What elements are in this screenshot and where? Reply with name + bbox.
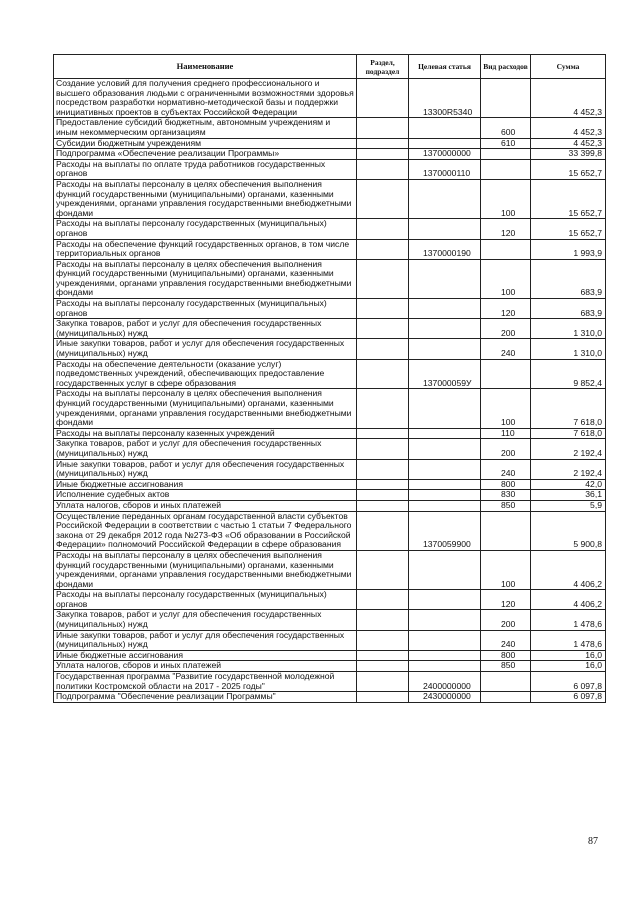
row-target-cell: 1370000190 xyxy=(409,239,481,259)
row-name-cell: Иные закупки товаров, работ и услуг для обеспечения государственных (муниципальных) нужд xyxy=(54,339,357,359)
table-row xyxy=(54,299,606,319)
row-name-cell: Подпрограмма "Обеспечение реализации Программы" xyxy=(54,692,357,703)
row-target-cell: 2430000000 xyxy=(409,692,481,703)
table-header xyxy=(54,55,606,79)
row-sum-cell: 7 618,0 xyxy=(531,428,606,439)
row-name-cell: Расходы на обеспечение функций государственных органов, в том числе территориальных органов xyxy=(54,239,357,259)
table-row xyxy=(54,339,606,359)
row-name-cell: Расходы на выплаты персоналу в целях обеспечения выполнения функций государственными (муниципальными) органами, казенными учреждениями, органами управления государственными внебюджетными фондами xyxy=(54,259,357,298)
row-target-cell xyxy=(409,459,481,479)
row-expense-type-cell: 100 xyxy=(481,259,531,298)
row-section-cell xyxy=(357,118,409,138)
row-sum-cell: 4 452,3 xyxy=(531,118,606,138)
row-expense-type-cell: 100 xyxy=(481,179,531,218)
table-row xyxy=(54,630,606,650)
row-expense-type-cell: 600 xyxy=(481,118,531,138)
table-row xyxy=(54,319,606,339)
row-sum-cell: 16,0 xyxy=(531,650,606,661)
row-name-cell: Подпрограмма «Обеспечение реализации Программы» xyxy=(54,149,357,160)
row-sum-cell: 1 478,6 xyxy=(531,630,606,650)
row-target-cell xyxy=(409,428,481,439)
row-name-cell: Уплата налогов, сборов и иных платежей xyxy=(54,500,357,511)
row-name-cell: Расходы на выплаты персоналу в целях обеспечения выполнения функций государственными (муниципальными) органами, казенными учреждениями, органами управления государственными внебюджетными фондами xyxy=(54,550,357,589)
row-name-cell: Расходы на выплаты персоналу государственных (муниципальных) органов xyxy=(54,219,357,239)
row-section-cell xyxy=(357,299,409,319)
row-name-cell: Исполнение судебных актов xyxy=(54,490,357,501)
row-sum-cell: 683,9 xyxy=(531,299,606,319)
table-row xyxy=(54,459,606,479)
row-target-cell xyxy=(409,650,481,661)
row-expense-type-cell xyxy=(481,159,531,179)
row-expense-type-cell: 200 xyxy=(481,610,531,630)
row-name-cell: Государственная программа "Развитие государственной молодежной политики Костромской области на 2017 - 2025 годы" xyxy=(54,672,357,692)
row-target-cell xyxy=(409,179,481,218)
row-sum-cell: 9 852,4 xyxy=(531,359,606,389)
row-expense-type-cell: 200 xyxy=(481,319,531,339)
row-sum-cell: 683,9 xyxy=(531,259,606,298)
table-row xyxy=(54,511,606,550)
row-section-cell xyxy=(357,219,409,239)
row-target-cell: 1370000110 xyxy=(409,159,481,179)
header-section: Раздел, подраздел xyxy=(357,55,409,79)
row-expense-type-cell: 120 xyxy=(481,590,531,610)
row-sum-cell: 1 478,6 xyxy=(531,610,606,630)
row-target-cell xyxy=(409,590,481,610)
row-sum-cell: 1 310,0 xyxy=(531,319,606,339)
table-row xyxy=(54,359,606,389)
table-row xyxy=(54,490,606,501)
table-row xyxy=(54,149,606,160)
row-sum-cell: 15 652,7 xyxy=(531,159,606,179)
table-row xyxy=(54,259,606,298)
row-sum-cell: 5,9 xyxy=(531,500,606,511)
table-row xyxy=(54,692,606,703)
table-row xyxy=(54,179,606,218)
row-target-cell xyxy=(409,610,481,630)
table-row xyxy=(54,590,606,610)
row-sum-cell: 6 097,8 xyxy=(531,672,606,692)
row-target-cell xyxy=(409,500,481,511)
row-sum-cell: 4 406,2 xyxy=(531,550,606,589)
row-expense-type-cell xyxy=(481,149,531,160)
row-name-cell: Иные закупки товаров, работ и услуг для обеспечения государственных (муниципальных) нужд xyxy=(54,459,357,479)
row-name-cell: Закупка товаров, работ и услуг для обеспечения государственных (муниципальных) нужд xyxy=(54,319,357,339)
row-sum-cell: 33 399,8 xyxy=(531,149,606,160)
row-sum-cell: 15 652,7 xyxy=(531,219,606,239)
row-section-cell xyxy=(357,389,409,428)
row-expense-type-cell: 610 xyxy=(481,138,531,149)
row-target-cell: 1370000000 xyxy=(409,149,481,160)
row-section-cell xyxy=(357,511,409,550)
header-row xyxy=(54,55,606,79)
row-sum-cell: 1 993,9 xyxy=(531,239,606,259)
row-expense-type-cell xyxy=(481,359,531,389)
row-sum-cell: 4 406,2 xyxy=(531,590,606,610)
row-sum-cell: 2 192,4 xyxy=(531,459,606,479)
row-expense-type-cell: 240 xyxy=(481,339,531,359)
row-section-cell xyxy=(357,339,409,359)
row-target-cell xyxy=(409,299,481,319)
row-target-cell xyxy=(409,319,481,339)
table-row xyxy=(54,138,606,149)
row-section-cell xyxy=(357,149,409,160)
row-target-cell xyxy=(409,339,481,359)
row-name-cell: Осуществление переданных органам государственной власти субъектов Российской Федерации в соответствии с частью 1 статьи 7 Федерального закона от 29 декабря 2012 года №273-ФЗ «Об образовании в Российской Федерации» полномочий Российской Федерации в сфере образования xyxy=(54,511,357,550)
header-target: Целевая статья xyxy=(409,55,481,79)
table-row xyxy=(54,479,606,490)
row-expense-type-cell: 120 xyxy=(481,219,531,239)
table-row xyxy=(54,159,606,179)
row-section-cell xyxy=(357,359,409,389)
row-name-cell: Закупка товаров, работ и услуг для обеспечения государственных (муниципальных) нужд xyxy=(54,610,357,630)
row-expense-type-cell: 800 xyxy=(481,479,531,490)
row-section-cell xyxy=(357,590,409,610)
row-section-cell xyxy=(357,319,409,339)
row-section-cell xyxy=(357,239,409,259)
row-expense-type-cell: 850 xyxy=(481,661,531,672)
table-row xyxy=(54,500,606,511)
row-target-cell xyxy=(409,389,481,428)
row-name-cell: Субсидии бюджетным учреждениям xyxy=(54,138,357,149)
row-sum-cell: 4 452,3 xyxy=(531,79,606,118)
row-target-cell xyxy=(409,550,481,589)
row-section-cell xyxy=(357,459,409,479)
row-section-cell xyxy=(357,610,409,630)
row-sum-cell: 7 618,0 xyxy=(531,389,606,428)
row-name-cell: Расходы на выплаты по оплате труда работников государственных органов xyxy=(54,159,357,179)
row-expense-type-cell: 830 xyxy=(481,490,531,501)
table-row xyxy=(54,239,606,259)
row-section-cell xyxy=(357,650,409,661)
row-sum-cell: 2 192,4 xyxy=(531,439,606,459)
row-target-cell: 13300R5340 xyxy=(409,79,481,118)
table-row xyxy=(54,550,606,589)
row-section-cell xyxy=(357,439,409,459)
row-target-cell xyxy=(409,138,481,149)
row-target-cell: 2400000000 xyxy=(409,672,481,692)
row-expense-type-cell: 850 xyxy=(481,500,531,511)
header-expense-type: Вид расходов xyxy=(481,55,531,79)
row-name-cell: Расходы на выплаты персоналу в целях обеспечения выполнения функций государственными (муниципальными) органами, казенными учреждениями, органами управления государственными внебюджетными фондами xyxy=(54,389,357,428)
table-row xyxy=(54,650,606,661)
table-body xyxy=(54,79,606,703)
row-expense-type-cell: 100 xyxy=(481,550,531,589)
row-sum-cell: 16,0 xyxy=(531,661,606,672)
row-name-cell: Расходы на выплаты персоналу государственных (муниципальных) органов xyxy=(54,299,357,319)
header-sum: Сумма xyxy=(531,55,606,79)
row-section-cell xyxy=(357,661,409,672)
row-name-cell: Расходы на выплаты персоналу государственных (муниципальных) органов xyxy=(54,590,357,610)
row-name-cell: Уплата налогов, сборов и иных платежей xyxy=(54,661,357,672)
row-name-cell: Иные бюджетные ассигнования xyxy=(54,479,357,490)
row-target-cell xyxy=(409,118,481,138)
row-target-cell xyxy=(409,490,481,501)
row-name-cell: Предоставление субсидий бюджетным, автономным учреждениям и иным некоммерческим организациям xyxy=(54,118,357,138)
page-number: 87 xyxy=(588,836,598,847)
row-target-cell: 1370059900 xyxy=(409,511,481,550)
table-row xyxy=(54,439,606,459)
row-section-cell xyxy=(357,630,409,650)
row-name-cell: Закупка товаров, работ и услуг для обеспечения государственных (муниципальных) нужд xyxy=(54,439,357,459)
row-name-cell: Создание условий для получения среднего профессионального и высшего образования людьми с ограниченными возможностями здоровья посредством разработки нормативно-методической базы и поддержки инициативных проектов в субъектах Российской Федерации xyxy=(54,79,357,118)
row-section-cell xyxy=(357,159,409,179)
table-row xyxy=(54,610,606,630)
row-sum-cell: 6 097,8 xyxy=(531,692,606,703)
row-section-cell xyxy=(357,179,409,218)
row-name-cell: Расходы на обеспечение деятельности (оказание услуг) подведомственных учреждений, обеспечивающих предоставление государственных услуг в сфере образования xyxy=(54,359,357,389)
row-expense-type-cell: 110 xyxy=(481,428,531,439)
row-name-cell: Иные закупки товаров, работ и услуг для обеспечения государственных (муниципальных) нужд xyxy=(54,630,357,650)
row-target-cell xyxy=(409,219,481,239)
row-sum-cell: 42,0 xyxy=(531,479,606,490)
table-row xyxy=(54,672,606,692)
row-section-cell xyxy=(357,259,409,298)
row-section-cell xyxy=(357,550,409,589)
row-sum-cell: 5 900,8 xyxy=(531,511,606,550)
budget-table xyxy=(53,54,606,703)
table-row xyxy=(54,79,606,118)
row-sum-cell: 36,1 xyxy=(531,490,606,501)
row-name-cell: Расходы на выплаты персоналу казенных учреждений xyxy=(54,428,357,439)
table-row xyxy=(54,661,606,672)
row-section-cell xyxy=(357,138,409,149)
row-target-cell xyxy=(409,259,481,298)
row-target-cell xyxy=(409,479,481,490)
row-expense-type-cell: 800 xyxy=(481,650,531,661)
row-section-cell xyxy=(357,428,409,439)
row-name-cell: Расходы на выплаты персоналу в целях обеспечения выполнения функций государственными (муниципальными) органами, казенными учреждениями, органами управления государственными внебюджетными фондами xyxy=(54,179,357,218)
row-target-cell: 137000059У xyxy=(409,359,481,389)
row-sum-cell: 1 310,0 xyxy=(531,339,606,359)
row-section-cell xyxy=(357,692,409,703)
row-section-cell xyxy=(357,672,409,692)
row-expense-type-cell xyxy=(481,79,531,118)
row-expense-type-cell: 120 xyxy=(481,299,531,319)
row-sum-cell: 4 452,3 xyxy=(531,138,606,149)
row-expense-type-cell xyxy=(481,511,531,550)
row-section-cell xyxy=(357,479,409,490)
row-expense-type-cell xyxy=(481,239,531,259)
row-target-cell xyxy=(409,661,481,672)
table-row xyxy=(54,118,606,138)
table-row xyxy=(54,428,606,439)
table-row xyxy=(54,389,606,428)
row-expense-type-cell: 200 xyxy=(481,439,531,459)
row-expense-type-cell xyxy=(481,692,531,703)
row-expense-type-cell xyxy=(481,672,531,692)
row-expense-type-cell: 240 xyxy=(481,630,531,650)
row-target-cell xyxy=(409,630,481,650)
row-sum-cell: 15 652,7 xyxy=(531,179,606,218)
row-expense-type-cell: 100 xyxy=(481,389,531,428)
row-section-cell xyxy=(357,500,409,511)
row-target-cell xyxy=(409,439,481,459)
row-name-cell: Иные бюджетные ассигнования xyxy=(54,650,357,661)
row-section-cell xyxy=(357,79,409,118)
row-expense-type-cell: 240 xyxy=(481,459,531,479)
row-section-cell xyxy=(357,490,409,501)
table-row xyxy=(54,219,606,239)
header-name: Наименование xyxy=(54,55,357,79)
